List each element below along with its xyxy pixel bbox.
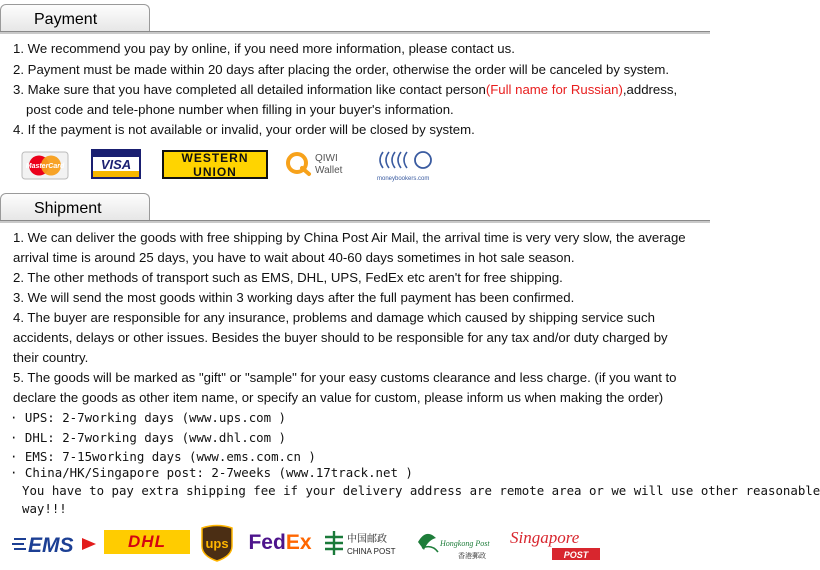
moneybookers-logo (375, 146, 439, 184)
svg-text:moneybookers.com: moneybookers.com (377, 176, 430, 182)
svg-text:CHINA POST: CHINA POST (347, 547, 396, 556)
wu-line1: WESTERN (181, 150, 249, 165)
carrier-ups: · UPS: 2-7working days (www.ups.com ) (10, 410, 287, 425)
fedex-logo (240, 528, 320, 558)
wu-line2: UNION (193, 164, 237, 179)
ems-logo (12, 530, 98, 558)
svg-text:POST: POST (563, 550, 589, 560)
shipment-header (0, 193, 710, 223)
hongkong-post-logo (414, 524, 500, 564)
payment-tab: Payment (0, 4, 150, 34)
svg-text:Singapore: Singapore (510, 528, 580, 547)
visa-label: VISA (100, 156, 132, 172)
svg-text:EMS: EMS (28, 534, 74, 557)
shipment-line-2: arrival time is around 25 days, you have to wait about 40-60 days sometimes in hot sale season. (13, 250, 575, 265)
fedex-ex: Ex (285, 531, 312, 554)
qiwi-wallet-logo (283, 146, 363, 180)
russian-name-note: (Full name for Russian) (485, 82, 623, 97)
header-rule (0, 31, 710, 34)
svg-text:Hongkong Post: Hongkong Post (440, 539, 490, 548)
carrier-ems: · EMS: 7-15working days (www.ems.com.cn ) (10, 449, 316, 464)
svg-text:QIWI: QIWI (315, 153, 338, 164)
payment-item-2: 2. Payment must be made within 20 days after placing the order, otherwise the order will be canceled by system. (13, 62, 670, 77)
western-union-logo (162, 150, 268, 179)
payment-item-4: 4. If the payment is not available or invalid, your order will be closed by system. (13, 122, 475, 137)
payment-item-3-cont: post code and tele-phone number when filling in your buyer's information. (26, 102, 454, 117)
svg-text:香港郵政: 香港郵政 (458, 552, 486, 560)
shipment-line-5: 4. The buyer are responsible for any insurance, problems and damage which caused by shipping service such (13, 310, 655, 325)
shipment-line-9: declare the goods as other item name, or specify an value for custom, please inform us when making the order) (13, 390, 664, 405)
carrier-post: · China/HK/Singapore post: 2-7weeks (www.17track.net ) (10, 465, 413, 480)
payment-item-3 (13, 80, 703, 100)
shipment-line-8: 5. The goods will be marked as "gift" or "sample" for your easy customs clearance and less charge. (if you want to (13, 370, 677, 385)
svg-text:中国邮政: 中国邮政 (347, 534, 387, 545)
shipment-tab: Shipment (0, 193, 150, 223)
mastercard-logo (22, 152, 68, 179)
payment-item-1: 1. We recommend you pay by online, if you need more information, please contact us. (13, 41, 515, 56)
china-post-logo (323, 527, 409, 559)
header-rule (0, 220, 710, 223)
svg-text:ups: ups (205, 536, 229, 551)
payment-item-3-text: 3. Make sure that you have completed all detailed information like contact person (13, 82, 486, 97)
ups-logo (200, 524, 234, 562)
shipment-line-1: 1. We can deliver the goods with free shipping by China Post Air Mail, the arrival time is very very slow, the average (13, 230, 686, 245)
shipment-line-7: their country. (13, 350, 89, 365)
payment-item-3-tail: ,address, (622, 82, 678, 97)
shipment-line-3: 2. The other methods of transport such as EMS, DHL, UPS, FedEx etc aren't for free shipping. (13, 270, 563, 285)
svg-text:Wallet: Wallet (315, 165, 343, 176)
svg-text:MasterCard: MasterCard (25, 163, 65, 170)
shipment-line-6: accidents, delays or other issues. Besides the buyer should to be responsible for any tax and/or duty charged by (13, 330, 668, 345)
carrier-dhl: · DHL: 2-7working days (www.dhl.com ) (10, 430, 287, 445)
singapore-post-logo (506, 522, 602, 562)
fedex-fe: Fed (248, 531, 286, 554)
visa-logo (91, 149, 141, 179)
payment-header (0, 4, 710, 34)
shipment-line-4: 3. We will send the most goods within 3 working days after the full payment has been confirmed. (13, 290, 575, 305)
remote-area-note: You have to pay extra shipping fee if your delivery address are remote area or we will use other reasonable (22, 483, 820, 498)
remote-area-note-cont: way!!! (22, 501, 67, 516)
dhl-label: DHL (128, 532, 166, 551)
dhl-logo (104, 530, 190, 554)
